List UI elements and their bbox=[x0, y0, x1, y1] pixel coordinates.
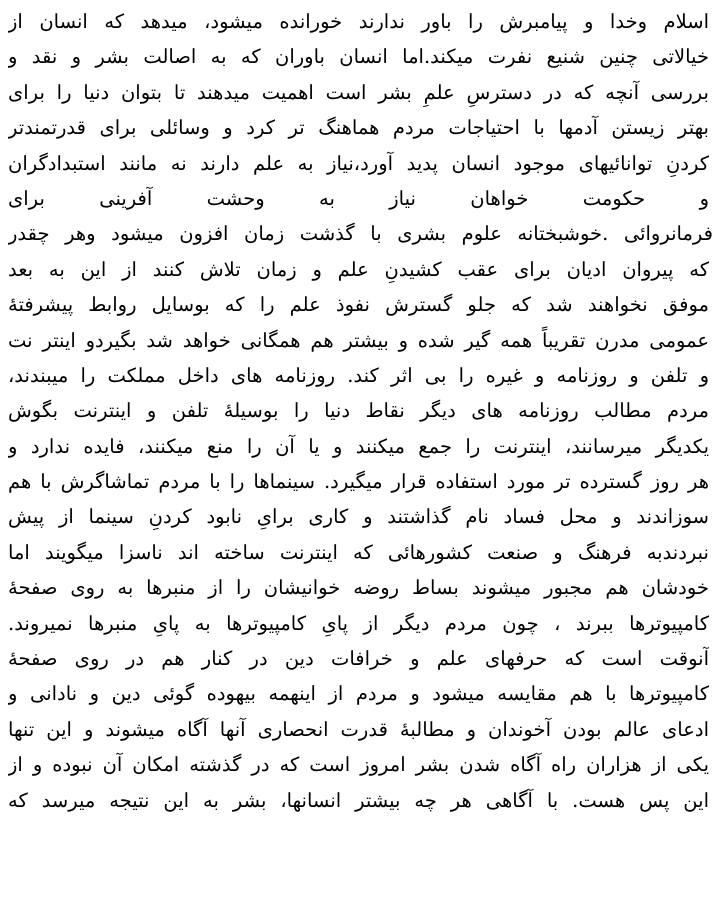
text-line: ادعای عالم بودن آخوندان و مطالبۀ قدرت انحصاری آنها آگاه میشوند و این تنها bbox=[8, 717, 709, 741]
text-line: بهتر زیستن آدمها با احتیاجات مردم هماهنگ تر کرد و وسائلی برای قدرتمندتر bbox=[8, 116, 709, 140]
text-line: و تلفن و روزنامه و غیره را بی اثر کند. روزنامه های داخل مملکت را میبندند، bbox=[8, 363, 709, 387]
text-line: این پس هست. با آگاهی هر چه بیشتر انسانها، بشر به این نتیجه میرسد که bbox=[8, 788, 709, 812]
text-line: اسلام وخدا و پیامبرش را باور ندارند خورانده میشود، میدهد که انسان از bbox=[8, 10, 709, 33]
text-line: سوزاندند و محل فساد نام گذاشتند و کاری برایِ نابود کردنِ سینما از پیش bbox=[8, 505, 709, 529]
text-line: کردنِ توانائیهای موجود انسان پدید آورد،نیاز به علم دارند نه مانند استبدادگران bbox=[8, 151, 709, 175]
text-line: کامپیوترها ببرند ، چون مردم دیگر از پایِ کامپیوترها به پایِ منبرها نمیروند. bbox=[8, 611, 709, 635]
text-line: یکی از هزاران راه آگاه شدن بشر امروز است که در گذشته امکان آن نبوده و از bbox=[8, 753, 709, 777]
text-line: و حکومت خواهان نیاز به وحشت آفرینی برای bbox=[8, 186, 709, 210]
text-line: آنوقت است که حرفهای علم و خرافات دین در کنار هم در روی صفحۀ bbox=[8, 647, 709, 671]
text-line: خیالاتی چنین شنیع نفرت میکند.اما انسان باوران که به اصالت بشر و نقد و bbox=[8, 45, 709, 69]
text-line: مردم مطالب روزنامه های دیگر نقاط دنیا را بوسیلۀ تلفن و اینترنت بگوش bbox=[8, 399, 709, 423]
text-line: عمومی مدرن تقریباً همه گیر شده و بیشتر هم همگانی خواهد شد بگیردو اینتر نت bbox=[8, 328, 709, 352]
text-line: یکدیگر میرسانند، اینترنت را جمع میکنند و یا آن را منع میکنند، فایده ندارد و bbox=[8, 434, 709, 458]
text-line: خودشان هم مجبور میشوند بساط روضه خوانیشان را از منبرها به روی صفحۀ bbox=[8, 576, 709, 600]
text-line: موفق نخواهند شد که جلو گسترش نفوذ علم را که بوسایل روابط پیشرفتۀ bbox=[8, 293, 709, 317]
text-line: هر روز گسترده تر مورد استفاده قرار میگیرد. سینماها را با مردم تماشاگرش با هم bbox=[8, 470, 709, 494]
text-line: فرمانروائی .خوشبختانه علوم بشری با گذشت زمان افزون میشود وهر چقدر bbox=[8, 222, 713, 246]
text-line: کامپیوترها با هم مقایسه میشود و مردم از اینهمه بیهوده گوئی دین و نادانی و bbox=[8, 682, 709, 706]
text-line: که پیروان ادیان برای عقب کشیدنِ علم و زمان تلاش کنند از این به بعد bbox=[8, 257, 709, 281]
text-line: بررسی آنچه که در دسترسِ علمِ بشر است اهمیت میدهند تا بتوان دنیا را برای bbox=[8, 80, 709, 104]
text-line: نبردندبه فرهنگ و صنعت کشورهائی که اینترنت ساخته اند ناسزا میگویند اما bbox=[8, 540, 709, 564]
